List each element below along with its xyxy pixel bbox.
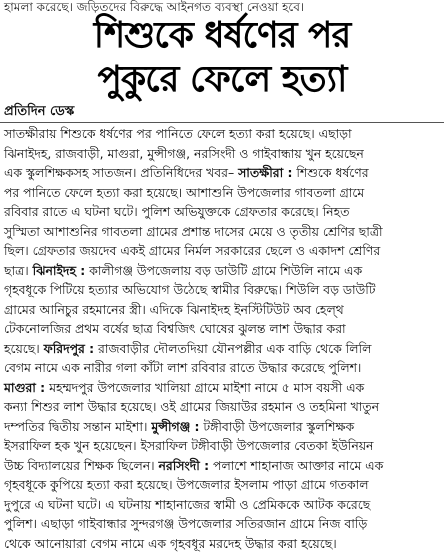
article-text: বেগম নামে এক নারীর গলা কাঁটা লাশ রবিবার রাতে উদ্ধার করেছে পুলিশ। [4, 360, 361, 375]
article-text: থেকে আনোয়ারা বেগম নামে এক গৃহবধূর মরদেহ উদ্ধার করা হয়েছে। [4, 536, 337, 551]
article-text: গৃহবধূকে কুপিয়ে হত্যা করা হয়েছে। উপজেলার ইসলাম পাড়া গ্রামে গতকাল [4, 477, 368, 492]
article-line [4, 378, 440, 398]
byline-divider [0, 122, 444, 123]
article-text: সাতক্ষীরায় শিশুকে ধর্ষণের পর পানিতে ফেলে হত্যা করা হয়েছে। এছাড়া [4, 126, 352, 141]
byline: প্রতিদিন ডেস্ক [4, 104, 74, 120]
article-text: পুলিশ। এছাড়া গাইবান্ধার সুন্দরগঞ্জ উপজেলার সতিরজান গ্রামে নিজ বাড়ি [4, 516, 367, 531]
article-line [4, 300, 440, 320]
previous-article-tail: হামলা করেছে। জড়িতদের বিরুদ্ধে আইনগত ব্যবস্থা নেওয়া হবে। [0, 0, 448, 14]
location-dateline: সাতক্ষীরা : [238, 165, 292, 180]
article-text: দম্পতির দ্বিতীয় সন্তান মাইশা। [4, 419, 151, 434]
article-text: গ্রামের আনিচুর রহমানের স্ত্রী। এদিকে ঝিনাইদহ ইনস্টিটিউট অব হেল্থ [4, 302, 344, 317]
article-line [4, 417, 440, 437]
article-text: ছিল। গ্রেফতার জয়দেব একই গ্রামের নির্মল সরকারের ছেলে ও একাদশ শ্রেণির [4, 243, 380, 258]
location-dateline: নরসিংদী : [158, 458, 209, 473]
article-line [4, 202, 440, 222]
article-text: হয়েছে। [4, 341, 44, 356]
article-line [4, 534, 440, 553]
article-text: রবিবার রাতে এ ঘটনা ঘটে। পুলিশ অভিযুক্তকে গ্রেফতার করেছে। নিহত [4, 204, 349, 219]
article-line [4, 339, 440, 359]
article-line [4, 456, 440, 476]
article-line [4, 163, 440, 183]
article-line [4, 183, 440, 203]
article-line [4, 124, 440, 144]
article-line [4, 241, 440, 261]
article-text: শিশুকে ধর্ষণের [292, 165, 368, 180]
article-text: দুপুরে এ ঘটনা ঘটে। এ ঘটনায় শাহানাজের স্বামী ও প্রেমিককে আটক করেছে [4, 497, 370, 512]
location-dateline: মুন্সীগঞ্জ : [151, 419, 199, 434]
article-text: মহম্মদপুর উপজেলার খালিয়া গ্রামে মাইশা নামে ৫ মাস বয়সী এক [45, 380, 364, 395]
article-line [4, 514, 440, 534]
article-text: পলাশে শাহানাজ আক্তার নামে এক [209, 458, 383, 473]
article-line [4, 319, 440, 339]
article-line [4, 358, 440, 378]
article-text: পর পানিতে ফেলে হত্যা করা হয়েছে। আশাশুনি উপজেলার গাবতলা গ্রামে [4, 185, 364, 200]
location-dateline: মাগুরা : [4, 380, 45, 395]
article-text: কালীগঞ্জ উপজেলায় বড় ডাউটি গ্রামে শিউলি নামে এক [85, 263, 362, 278]
article-text: সুস্মিতা আশাশুনির গাবতলা গ্রামের প্রশান্ত দাসের মেয়ে ও তৃতীয় শ্রেণির ছাত্রী [4, 224, 383, 239]
article-line [4, 261, 440, 281]
article-text: টঙ্গীবাড়ী উপজেলার স্কুলশিক্ষক [199, 419, 354, 434]
article-text: ছাত্র। [4, 263, 33, 278]
article-line [4, 495, 440, 515]
article-text: গৃহবধূকে পিটিয়ে হত্যার অভিযোগ উঠেছে স্বামীর বিরুদ্ধে। শিউলি বড় ডাউটি [4, 282, 376, 297]
article-line [4, 280, 440, 300]
article-text: রাজবাড়ীর দৌলতদিয়া যৌনপল্লীর এক বাড়ি থেকে লিলি [94, 341, 371, 356]
article-body [4, 124, 440, 519]
article-line [4, 436, 440, 456]
article-text: এক স্কুলশিক্ষকসহ সাতজন। প্রতিনিধিদের খবর– [4, 165, 238, 180]
headline-line-1: শিশুকে ধর্ষণের পর [0, 14, 444, 58]
article-text: ঝিনাইদহ, রাজবাড়ী, মাগুরা, মুন্সীগঞ্জ, নরসিংদী ও গাইবান্ধায় খুন হয়েছেন [4, 146, 364, 161]
article-text: টেকনোলজির প্রথম বর্ষের ছাত্র বিশ্বজিৎ ঘোষের ঝুলন্ত লাশ উদ্ধার করা [4, 321, 346, 336]
location-dateline: ফরিদপুর : [44, 341, 94, 356]
article-text: ইসরাফিল হক খুন হয়েছেন। ইসরাফিল টঙ্গীবাড়ী উপজেলার বেতকা ইউনিয়ন [4, 438, 373, 453]
article-line [4, 475, 440, 495]
location-dateline: ঝিনাইদহ : [33, 263, 86, 278]
article-text: কন্যা শিশুর লাশ উদ্ধার হয়েছে। ওই গ্রামের জিয়াউর রহমান ও তহমিনা খাতুন [4, 399, 379, 414]
article-line [4, 222, 440, 242]
article-line [4, 144, 440, 164]
article-text: উচ্চ বিদ্যালয়ের শিক্ষক ছিলেন। [4, 458, 158, 473]
headline-line-2: পুকুরে ফেলে হত্যা [0, 58, 444, 102]
article-line [4, 397, 440, 417]
